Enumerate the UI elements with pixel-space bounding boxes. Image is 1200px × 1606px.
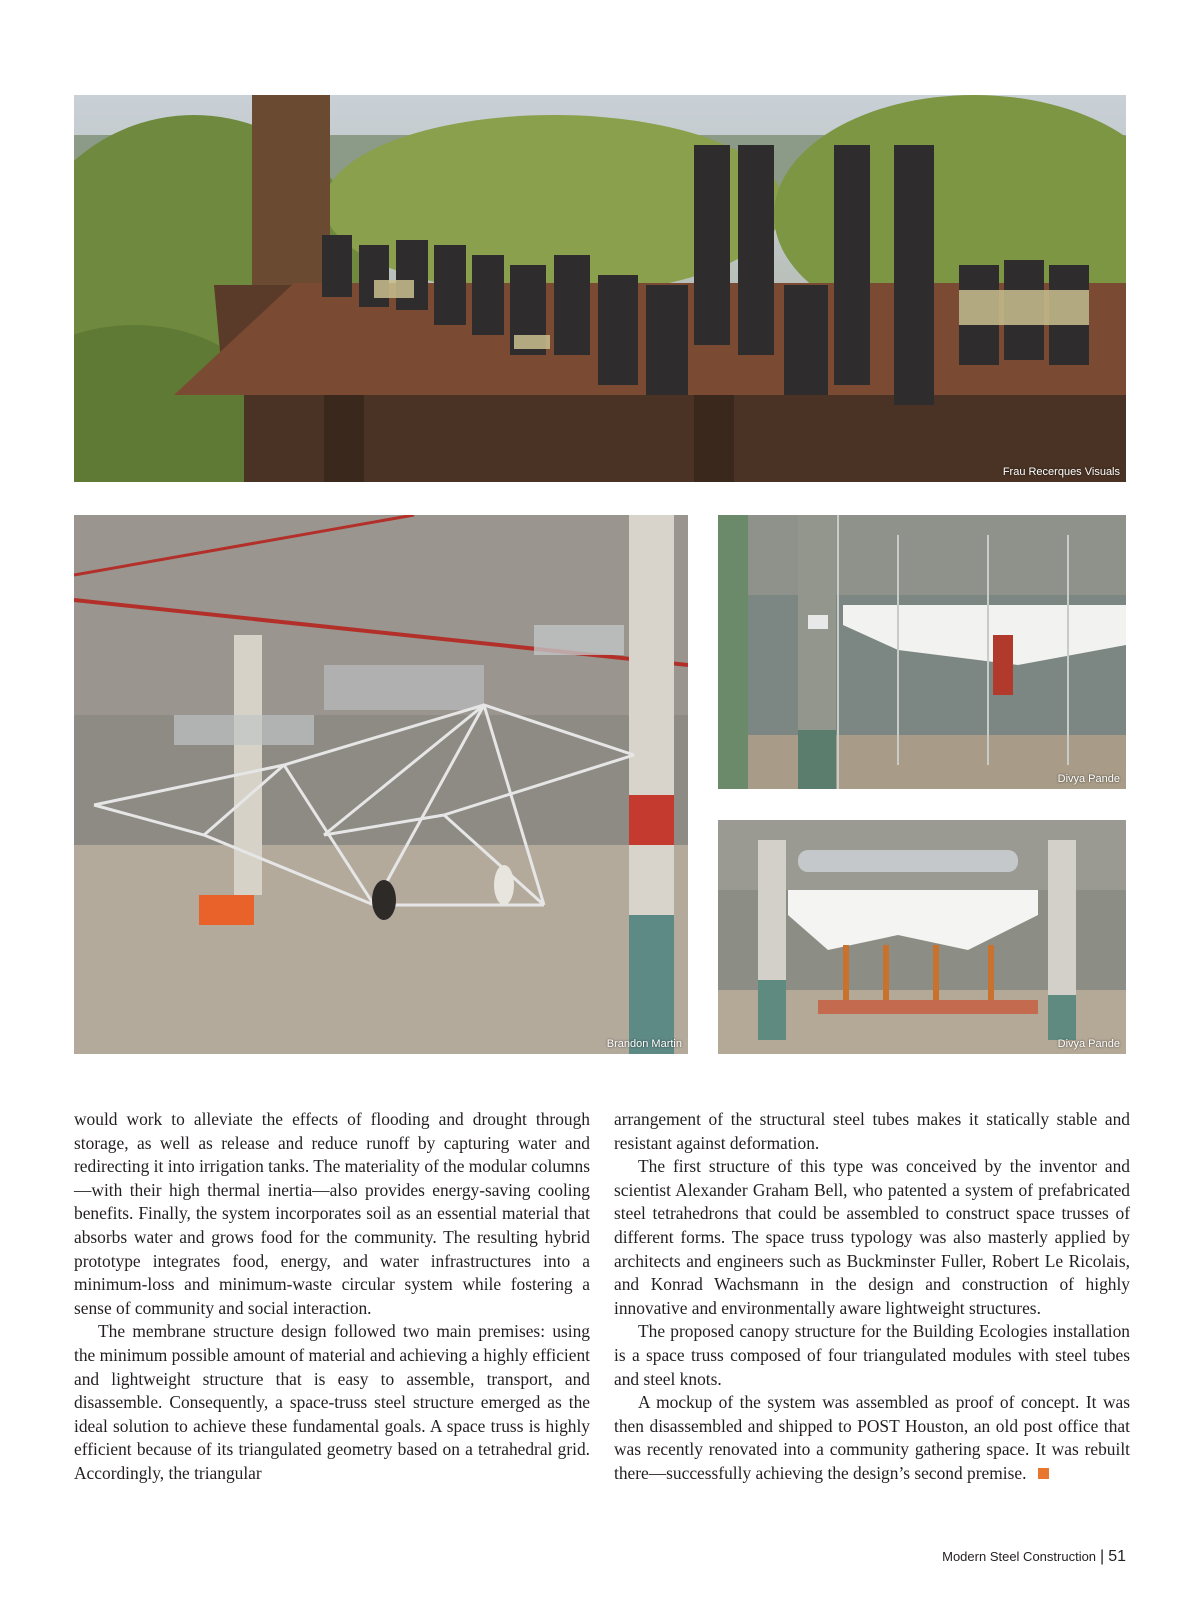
canopy-glass-image (718, 515, 1126, 789)
paragraph-last (614, 1391, 1130, 1485)
photo-credit: Divya Pande (1057, 1038, 1120, 1050)
paragraph: would work to alleviate the effects of flooding and drought through storage, as well as release and reduce runoff by capturing water and redirecting it into irrigation tanks. The materiality of the modular columns—with their high thermal inertia—also provides energy-saving cooling benefits. Finally, the system incorporates soil as an essential material that absorbs water and grows food for the community. The resulting hybrid prototype integrates food, energy, and water infrastructures into a minimum-loss and minimum-waste circular system while fostering a sense of community and social interaction. (74, 1109, 590, 1318)
photo-space-truss-assembly (74, 515, 688, 1054)
page-footer (942, 1548, 1126, 1566)
page-number: 51 (1108, 1548, 1126, 1565)
completed-canopy-image (718, 820, 1126, 1054)
end-of-article-mark (1038, 1468, 1049, 1479)
footer-separator: | (1100, 1548, 1105, 1565)
photo-steel-tubes-on-table (74, 95, 1126, 482)
body-column-left (74, 1108, 590, 1486)
photo-canopy-through-glass (718, 515, 1126, 789)
publication-name: Modern Steel Construction (942, 1549, 1097, 1564)
paragraph-text: A mockup of the system was assembled as proof of concept. It was then disassembled and shipped to POST Houston, an old post office that was recently renovated into a community gathering space. It was rebuilt there—successfully achieving the design’s second premise. (614, 1392, 1130, 1483)
steel-tubes-image (74, 95, 1126, 482)
photo-credit: Divya Pande (1057, 773, 1120, 785)
photo-credit: Brandon Martin (606, 1038, 682, 1050)
paragraph: The first structure of this type was conceived by the inventor and scientist Alexander Graham Bell, who patented a system of prefabricated steel tetrahedrons that could be assembled to construct space trusses of different forms. The space truss typology was also masterly applied by architects and engineers such as Buckminster Fuller, Robert Le Ricolais, and Konrad Wachsmann in the design and construction of highly innovative and environmentally aware lightweight structures. (614, 1156, 1130, 1318)
photo-credit: Frau Recerques Visuals (1002, 466, 1120, 478)
photo-completed-canopy (718, 820, 1126, 1054)
paragraph: arrangement of the structural steel tubes makes it statically stable and resistant against deformation. (614, 1109, 1130, 1153)
body-column-right (614, 1108, 1130, 1486)
space-truss-assembly-image (74, 515, 688, 1054)
paragraph: The proposed canopy structure for the Building Ecologies installation is a space truss composed of four triangulated modules with steel tubes and steel knots. (614, 1321, 1130, 1389)
paragraph: The membrane structure design followed two main premises: using the minimum possible amount of material and achieving a highly efficient and lightweight structure that is easy to assemble, transport, and disassemble. Consequently, a space-truss steel structure emerged as the ideal solution to achieve these fundamental goals. A space truss is highly efficient because of its triangulated geometry based on a tetrahedral grid. Accordingly, the triangular (74, 1321, 590, 1483)
